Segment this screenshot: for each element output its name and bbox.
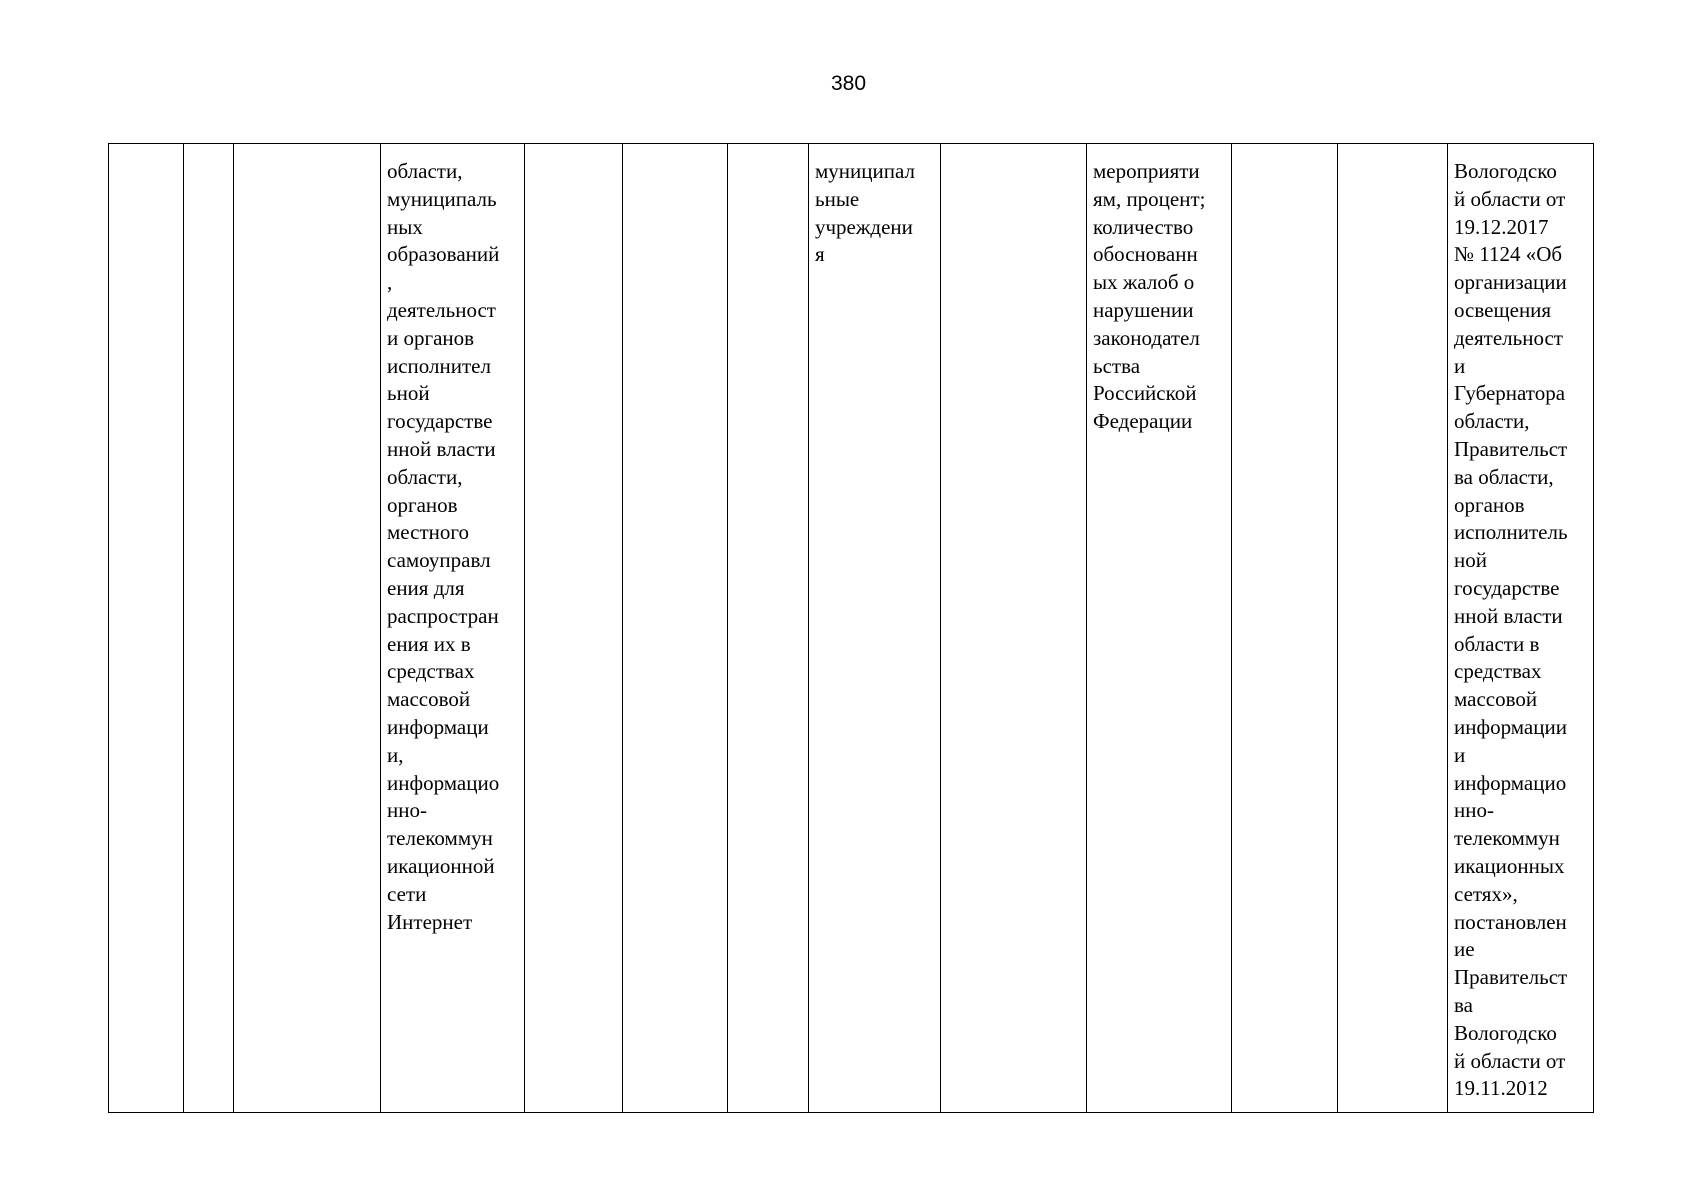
table-cell-8	[809, 144, 941, 1113]
table-cell-9	[941, 144, 1087, 1113]
cell-text-indicators: мероприяти ям, процент; количество обоснованн ых жалоб о нарушении законодател ьства Российской Федерации	[1093, 159, 1206, 434]
table-cell-13	[1448, 144, 1594, 1113]
table-cell-12	[1338, 144, 1448, 1113]
table-cell-5	[525, 144, 623, 1113]
table-cell-1	[109, 144, 184, 1113]
table-row	[109, 144, 1594, 1113]
cell-text-activity-description: области, муниципаль ных образований , деятельност и органов исполнител ьной государстве нной власти области, органов местного самоуправл ения для распростран ения их в средствах массовой информаци и, информацио нно- телекоммун икационной сети Интернет	[387, 159, 500, 934]
table-cell-2	[184, 144, 234, 1113]
cell-text-institutions: муниципал ьные учреждени я	[815, 159, 915, 267]
table-cell-3	[234, 144, 381, 1113]
cell-text-legal-basis: Вологодско й области от 19.12.2017 № 1124 «Об организации освещения деятельност и Губернатора области, Правительст ва области, органов исполнитель ной государстве нной власти области в средствах массовой информации и информацио нно- телекоммун икационных сетях», постановлен ие Правительст ва Вологодско й области от 19.11.2012	[1454, 159, 1568, 1101]
table-cell-10	[1087, 144, 1232, 1113]
table-cell-4	[381, 144, 525, 1113]
table-cell-7	[728, 144, 809, 1113]
table-cell-6	[623, 144, 728, 1113]
page-number: 380	[830, 72, 867, 95]
table-cell-11	[1232, 144, 1338, 1113]
document-table	[108, 143, 1594, 1113]
